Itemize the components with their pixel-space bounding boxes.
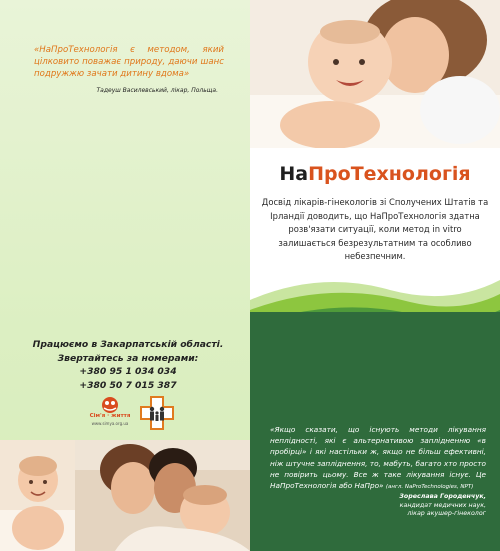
brand-description: Досвід лікарів-гінекологів зі Сполучених Штатів та Ірландії доводить, що НаПроТехнологія здатна розв'язати ситуації, коли метод in vitro залишається безрезультатним та особливо небезпечним.: [261, 197, 489, 261]
simya-logo[interactable]: [84, 396, 136, 430]
phone-2[interactable]: +380 50 7 015 387: [79, 379, 177, 391]
family-heart-icon: [84, 396, 136, 414]
quote-bottom: [270, 424, 486, 493]
quote-bottom-author: [340, 493, 486, 519]
quote-bottom-text: «Якщо сказати, що існують методи лікування неплідності, які є альтернативою заплідненню «в пробірці» і які настільки ж, якщо не більш ефективні, ніж штучне запліднення, то, мабуть, багато хто просто не повірить цьому. Все ж таке лікування існує. Це НаПроТехнологія або НаПро»: [270, 425, 486, 491]
quote-top: «НаПроТехнологія є методом, який цілковито поважає природу, даючи шанс подружжю зачати дитину вдома»: [34, 45, 224, 79]
contact-region: Працюємо в Закарпатській області.: [32, 339, 224, 350]
simya-logo-url[interactable]: www.simya.org.ua: [91, 421, 129, 426]
simya-logo-name: Сім'я · життя: [89, 413, 131, 419]
brand-part-na: На: [279, 163, 309, 185]
family-cross-icon: [140, 396, 174, 430]
family-photo: [75, 440, 250, 551]
brand-part-tech: Технологія: [350, 163, 471, 185]
baby-photo: [0, 440, 75, 551]
contact-call: Звертайтесь за номерами:: [57, 352, 199, 364]
quote-top-author: Тадеуш Василевський, лікар, Польща.: [96, 87, 218, 94]
mother-baby-photo: [250, 0, 500, 148]
contact-block: [18, 338, 238, 392]
brand-title: [250, 163, 500, 185]
author-title-1: кандидат медичних наук,: [399, 501, 486, 509]
author-name: Зореслава Городенчук,: [399, 493, 486, 500]
family-cross-logo: [140, 396, 174, 430]
quote-bottom-source: (англ. NaProTechnologies, NPT): [385, 484, 474, 491]
brand-part-pro: Про: [308, 163, 351, 185]
phone-1[interactable]: +380 95 1 034 034: [79, 366, 177, 377]
author-title-2: лікар акушер-гінеколог: [407, 510, 486, 517]
